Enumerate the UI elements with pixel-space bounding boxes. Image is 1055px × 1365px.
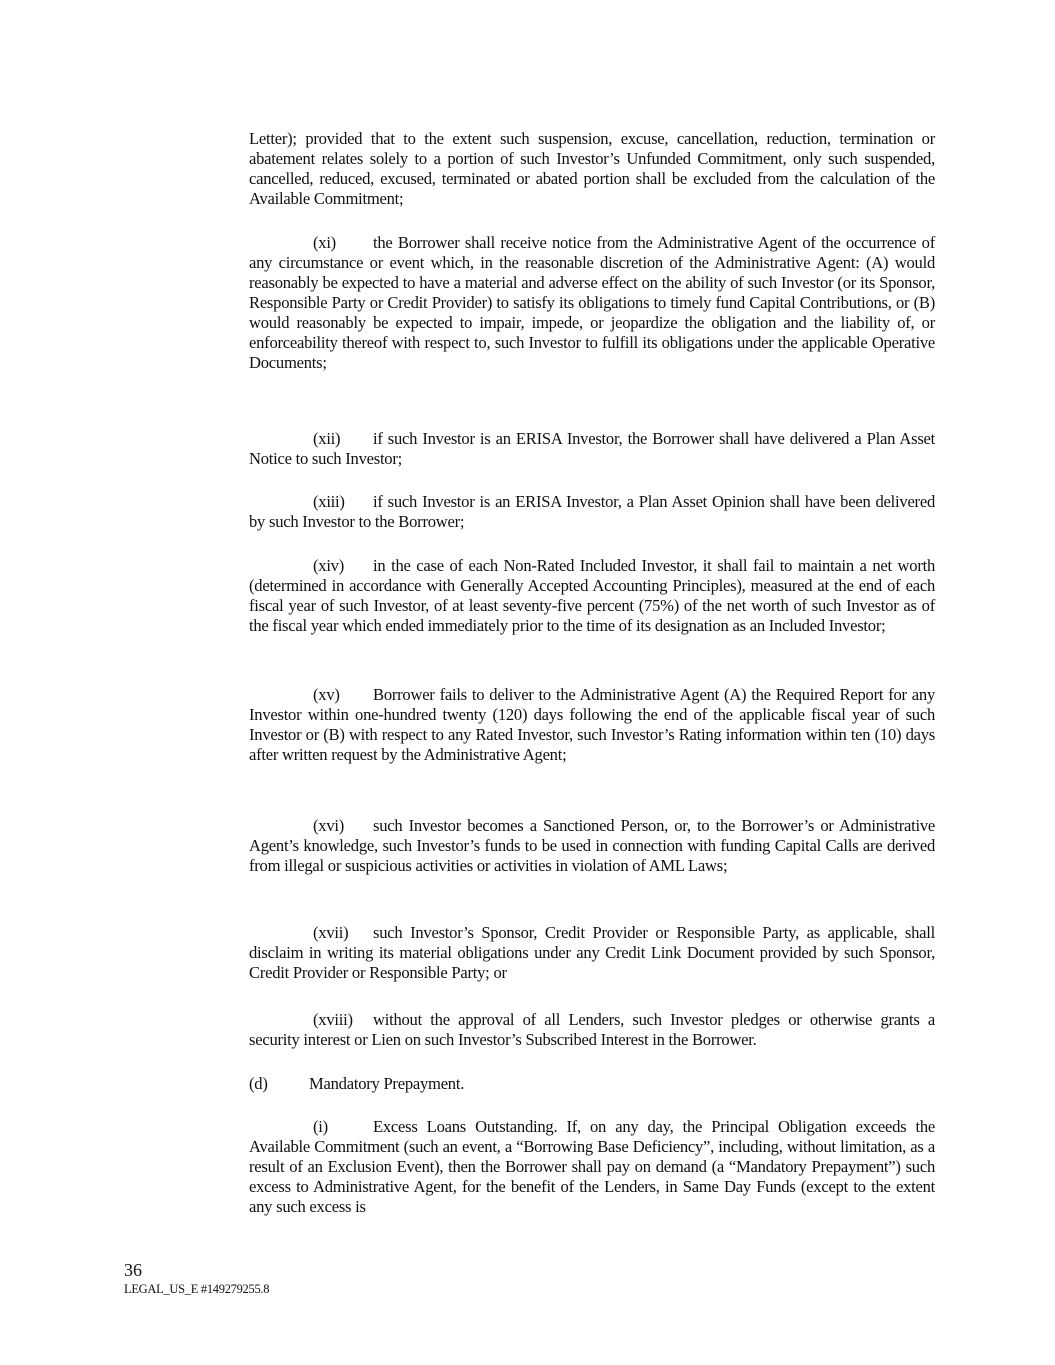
paragraph-continuation: Letter); provided that to the extent such suspension, excuse, cancellation, reduction, termination or abatement relates solely to a portion of such Investor’s Unfunded Commitment, only such suspended, cancelled, reduced, excused, terminated or abated portion shall be excluded from the calculation of the Available Commitment; bbox=[249, 129, 935, 208]
clause-xvii: (xvii) such Investor’s Sponsor, Credit Provider or Responsible Party, as applicable, shall disclaim in writing its material obligations under any Credit Link Document provided by such Sponsor, Credit Provider or Responsible Party; or bbox=[249, 923, 935, 982]
document-id: LEGAL_US_E #149279255.8 bbox=[124, 1282, 270, 1296]
clause-xiv: (xiv) in the case of each Non-Rated Included Investor, it shall fail to maintain a net worth (determined in accordance with Generally Accepted Accounting Principles), measured at the end of each fiscal year of such Investor, of at least seventy-five percent (75%) of the net worth of such Investor as of the fiscal year which ended immediately prior to the time of its designation as an Included Investor; bbox=[249, 556, 935, 635]
clause-xvi: (xvi) such Investor becomes a Sanctioned Person, or, to the Borrower’s or Administrative Agent’s knowledge, such Investor’s funds to be used in connection with funding Capital Calls are derived from illegal or suspicious activities or activities in violation of AML Laws; bbox=[249, 816, 935, 875]
clause-xi: (xi) the Borrower shall receive notice from the Administrative Agent of the occurrence of any circumstance or event which, in the reasonable discretion of the Administrative Agent: (A) would reasonably be expected to have a material and adverse effect on the ability of such Investor (or its Sponsor, Responsible Party or Credit Provider) to satisfy its obligations to timely fund Capital Contributions, or (B) would reasonably be expected to impair, impede, or jeopardize the obligation and the liability of, or enforceability thereof with respect to, such Investor to fulfill its obligations under the applicable Operative Documents; bbox=[249, 233, 935, 372]
clause-xviii: (xviii) without the approval of all Lenders, such Investor pledges or otherwise grants a security interest or Lien on such Investor’s Subscribed Interest in the Borrower. bbox=[249, 1010, 935, 1049]
clause-d-i: (i) Excess Loans Outstanding. If, on any day, the Principal Obligation exceeds the Available Commitment (such an event, a “Borrowing Base Deficiency”, including, without limitation, as a result of an Exclusion Event), then the Borrower shall pay on demand (a “Mandatory Prepayment”) such excess to Administrative Agent, for the benefit of the Lenders, in Same Day Funds (except to the extent any such excess is bbox=[249, 1117, 935, 1216]
clause-xii: (xii) if such Investor is an ERISA Investor, the Borrower shall have delivered a Plan Asset Notice to such Investor; bbox=[249, 429, 935, 468]
section-d-heading: (d) Mandatory Prepayment. bbox=[249, 1074, 465, 1093]
clause-xiii: (xiii) if such Investor is an ERISA Investor, a Plan Asset Opinion shall have been delivered by such Investor to the Borrower; bbox=[249, 492, 935, 531]
page-number: 36 bbox=[124, 1260, 142, 1280]
clause-xv: (xv) Borrower fails to deliver to the Administrative Agent (A) the Required Report for any Investor within one-hundred twenty (120) days following the end of the applicable fiscal year of such Investor or (B) with respect to any Rated Investor, such Investor’s Rating information within ten (10) days after written request by the Administrative Agent; bbox=[249, 685, 935, 764]
